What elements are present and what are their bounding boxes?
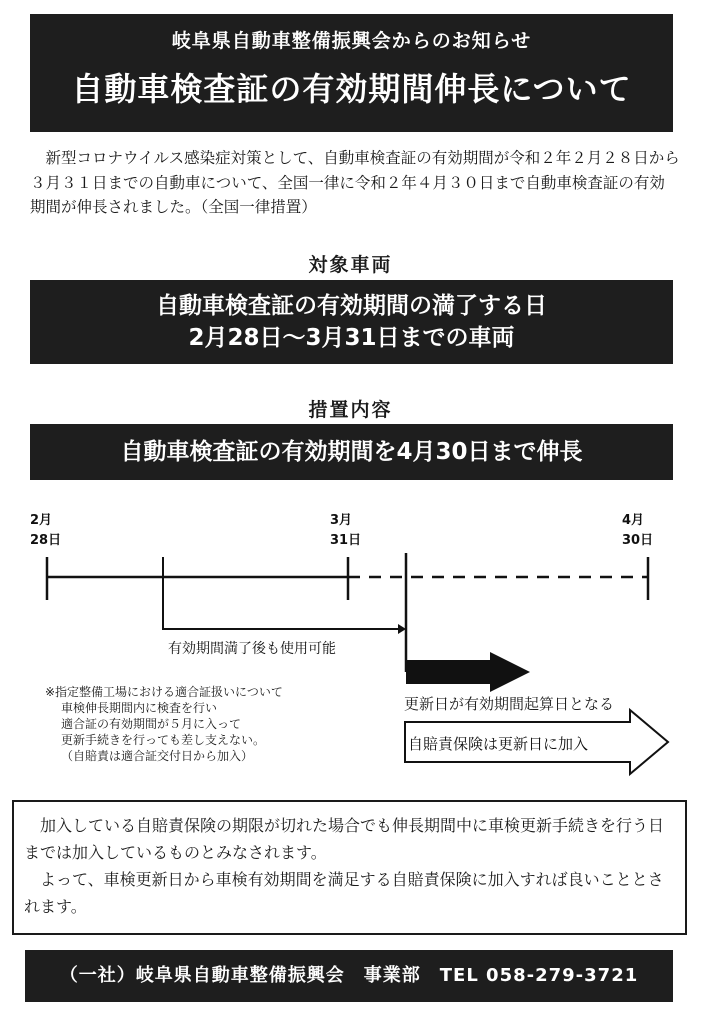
note-block — [45, 684, 365, 764]
target-heading: 対象車両 — [308, 254, 393, 276]
info-paragraph-2: よって、車検更新日から車検有効期間を満足する自賠責保険に加入すれば良いこととされます。 — [24, 870, 664, 916]
date-mar-month: 3月 — [330, 513, 353, 528]
note-line: ※指定整備工場における適合証扱いについて — [45, 685, 283, 699]
note-line: （自賠責は適合証交付日から加入） — [61, 749, 254, 763]
target-banner — [30, 280, 673, 364]
info-paragraph-1: 加入している自賠責保険の期限が切れた場合でも伸長期間中に車検更新手続きを行う日までは加入しているものとみなされます。 — [24, 816, 665, 862]
note-line: 適合証の有効期間が５月に入って — [61, 717, 242, 731]
date-apr-month: 4月 — [622, 513, 645, 528]
note-line: 車検伸長期間内に検査を行い — [61, 701, 218, 715]
header-subtitle: 岐阜県自動車整備振興会からのお知らせ — [171, 30, 532, 52]
header-banner — [30, 14, 673, 132]
intro-paragraph: 新型コロナウイルス感染症対策として、自動車検査証の有効期間が令和２年２月２８日から３月３１日までの自動車について、全国一律に令和２年４月３０日まで自動車検査証の有効期間が伸長されました。（全国一律措置） — [30, 149, 680, 216]
date-apr-day: 30日 — [622, 533, 654, 548]
measure-heading: 措置内容 — [308, 399, 393, 421]
usable-label: 有効期間満了後も使用可能 — [168, 641, 336, 657]
insurance-label: 自賠責保険は更新日に加入 — [408, 735, 589, 753]
info-box — [12, 800, 687, 935]
page-title: 自動車検査証の有効期間伸長について — [71, 70, 632, 108]
footer-contact-banner: （一社）岐阜県自動車整備振興会 事業部 TEL 058-279-3721 — [25, 950, 673, 1002]
date-mar-day: 31日 — [330, 533, 362, 548]
usable-branch-line — [163, 557, 398, 629]
measure-banner: 自動車検査証の有効期間を4月30日まで伸長 — [30, 424, 673, 480]
target-line-2: 2月28日～3月31日までの車両 — [188, 325, 515, 351]
date-feb-month: 2月 — [30, 513, 53, 528]
note-line: 更新手続きを行っても差し支えない。 — [61, 733, 266, 747]
renewal-black-arrow — [406, 652, 530, 692]
target-line-1: 自動車検査証の有効期間の満了する日 — [156, 293, 547, 319]
date-feb-day: 28日 — [30, 533, 62, 548]
start-date-label: 更新日が有効期間起算日となる — [404, 695, 615, 713]
